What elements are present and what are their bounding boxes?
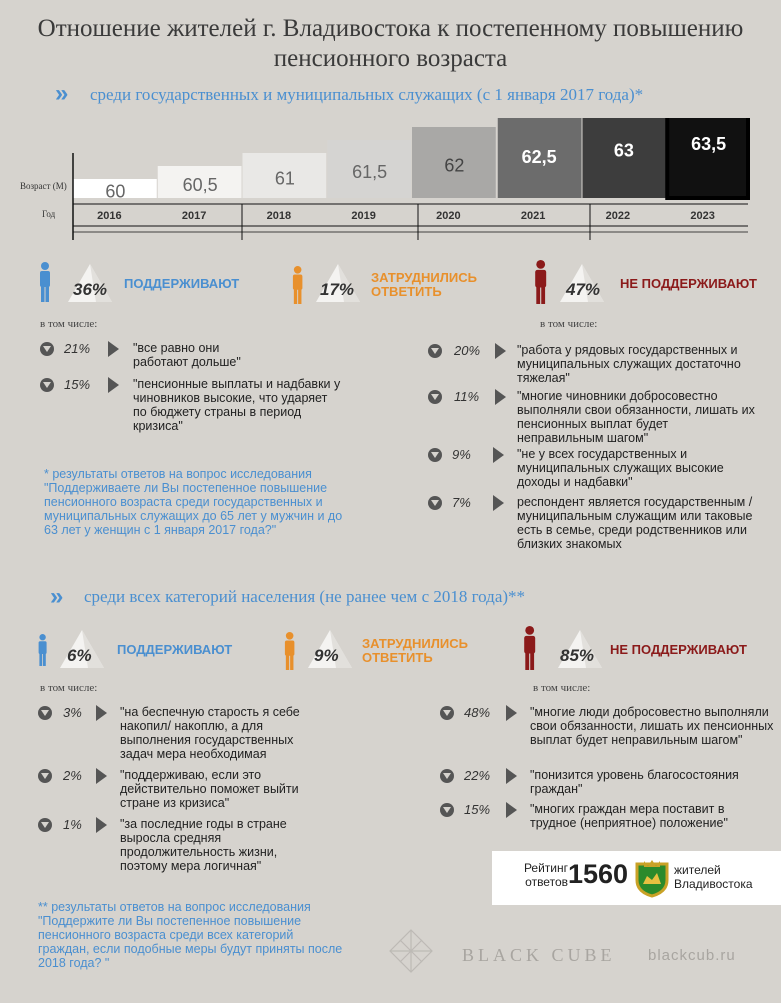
bar-value-label: 63 <box>613 140 634 161</box>
x-tick-label: 2021 <box>520 210 546 222</box>
stat-label: ЗАТРУДНИЛИСЬ ОТВЕТИТЬ <box>371 270 477 299</box>
reason-text: "поддерживаю, если это действительно поможет выйти стране из кризиса" <box>120 768 299 810</box>
person-icon <box>522 626 537 675</box>
down-circle-icon <box>40 378 54 392</box>
person-icon <box>283 632 296 675</box>
person-icon <box>533 260 548 309</box>
bar-value-label: 62 <box>444 155 465 176</box>
brand-url: blackcub.ru <box>648 947 736 964</box>
including-label: в том числе: <box>40 682 98 694</box>
stat-percent: 6% <box>67 646 92 665</box>
stat-label: ЗАТРУДНИЛИСЬ ОТВЕТИТЬ <box>362 636 468 665</box>
rating-label: ответов <box>525 875 568 889</box>
play-triangle-icon <box>495 343 506 359</box>
play-triangle-icon <box>108 341 119 357</box>
down-circle-icon <box>38 769 52 783</box>
reason-percent: 15% <box>64 377 91 392</box>
reason-text: "не у всех государственных и муниципальных служащих высокие доходы и надбавки" <box>517 447 724 489</box>
bar-value-label: 60,5 <box>182 175 218 195</box>
play-triangle-icon <box>506 768 517 784</box>
bar-value-label: 63,5 <box>691 134 727 154</box>
rating-label: Владивостока <box>674 877 753 891</box>
retirement-age-chart <box>0 118 781 248</box>
x-tick-label: 2022 <box>605 210 631 222</box>
play-triangle-icon <box>506 802 517 818</box>
down-circle-icon <box>428 390 442 404</box>
reason-percent: 11% <box>454 389 480 404</box>
cube-logo-icon <box>388 928 434 974</box>
reason-percent: 48% <box>464 705 491 720</box>
play-triangle-icon <box>96 768 107 784</box>
x-tick-label: 2018 <box>266 210 292 222</box>
reason-percent: 3% <box>63 705 82 720</box>
city-emblem-icon <box>632 858 672 898</box>
rating-box <box>492 851 781 905</box>
stat-percent: 85% <box>560 646 595 665</box>
stat-label: НЕ ПОДДЕРЖИВАЮТ <box>620 276 757 291</box>
stat-percent: 36% <box>73 280 108 299</box>
footnote-2: ** результаты ответов на вопрос исследования "Поддержите ли Вы постепенное повышение пенсионного возраста среди всех категорий граждан, если подобные меры будут приняты после 2018 года? " <box>38 900 343 970</box>
row-label: Возраст (М) <box>20 181 67 191</box>
stat-label: ПОДДЕРЖИВАЮТ <box>117 642 233 657</box>
brand-name: BLACK CUBE <box>462 945 616 965</box>
down-circle-icon <box>428 448 442 462</box>
play-triangle-icon <box>96 705 107 721</box>
reason-percent: 2% <box>63 768 82 783</box>
reason-percent: 22% <box>464 768 491 783</box>
stat-percent: 17% <box>320 280 355 299</box>
play-triangle-icon <box>96 817 107 833</box>
reason-text: "работа у рядовых государственных и муниципальных служащих достаточно тяжелая" <box>517 343 741 385</box>
bar-value-label: 61,5 <box>352 162 388 182</box>
reason-percent: 1% <box>63 817 82 832</box>
down-circle-icon <box>38 818 52 832</box>
including-label: в том числе: <box>40 318 98 330</box>
double-chevron-icon: » <box>50 583 64 610</box>
down-circle-icon <box>40 342 54 356</box>
down-circle-icon <box>440 706 454 720</box>
reason-text: "многие чиновники добросовестно выполняли свои обязанности, лишать их пенсионных выплат будет неправильным шагом" <box>517 389 755 445</box>
down-circle-icon <box>440 769 454 783</box>
rating-label: жителей <box>674 863 721 877</box>
x-tick-label: 2023 <box>690 210 715 222</box>
rating-number: 1560 <box>568 859 629 889</box>
play-triangle-icon <box>493 495 504 511</box>
reason-percent: 9% <box>452 447 471 462</box>
stat-label: НЕ ПОДДЕРЖИВАЮТ <box>610 642 747 657</box>
reason-text: респондент является государственным / муниципальным служащим или таковые есть в семье, среди родственников или близких знакомых <box>517 495 753 551</box>
section-1-title: среди государственных и муниципальных служащих (с 1 января 2017 года)* <box>90 85 644 104</box>
reason-text: "пенсионные выплаты и надбавки у чиновников высокие, что ударяет по бюджету страны в период кризиса" <box>133 377 341 433</box>
down-circle-icon <box>38 706 52 720</box>
reason-percent: 20% <box>454 343 481 358</box>
including-label: в том числе: <box>540 318 598 330</box>
person-icon <box>38 262 52 307</box>
row-label: Год <box>42 209 56 219</box>
play-triangle-icon <box>493 447 504 463</box>
stat-percent: 9% <box>314 646 339 665</box>
bar-value-label: 61 <box>274 168 295 189</box>
play-triangle-icon <box>506 705 517 721</box>
play-triangle-icon <box>495 389 506 405</box>
reason-percent: 21% <box>64 341 91 356</box>
reason-text: "на беспечную старость я себе накопил/ накоплю, а для выполнения государственных задач мера необходимая <box>120 705 300 761</box>
person-icon <box>37 634 48 671</box>
stat-percent: 47% <box>566 280 601 299</box>
down-circle-icon <box>440 803 454 817</box>
including-label: в том числе: <box>533 682 591 694</box>
reason-text: "понизится уровень благосостояния граждан" <box>530 768 739 796</box>
stat-label: ПОДДЕРЖИВАЮТ <box>124 276 240 291</box>
reason-percent: 7% <box>452 495 471 510</box>
reason-text: "за последние годы в стране выросла средняя продолжительность жизни, поэтому мера логичная" <box>120 817 287 873</box>
reason-text: "все равно они работают дольше" <box>133 341 241 369</box>
page-title: Отношение жителей г. Владивостока к постепенному повышению пенсионного возраста <box>37 15 744 72</box>
x-tick-label: 2016 <box>97 210 122 222</box>
x-tick-label: 2017 <box>181 210 207 222</box>
bar-value-label: 60 <box>105 181 126 202</box>
reason-percent: 15% <box>464 802 491 817</box>
bar <box>667 118 748 198</box>
section-2-title: среди всех категорий населения (не ранее чем с 2018 года)** <box>84 587 526 606</box>
double-chevron-icon: » <box>55 80 69 107</box>
person-icon <box>291 266 304 309</box>
reason-text: "многие люди добросовестно выполняли свои обязанности, лишать их пенсионных выплат будет неправильным шагом" <box>530 705 774 747</box>
x-tick-label: 2020 <box>436 210 461 222</box>
play-triangle-icon <box>108 377 119 393</box>
rating-label: Рейтинг <box>523 861 568 875</box>
down-circle-icon <box>428 496 442 510</box>
x-tick-label: 2019 <box>351 210 376 222</box>
footnote-1: * результаты ответов на вопрос исследования "Поддерживаете ли Вы постепенное повышение пенсионного возраста среди государственных и муниципальных служащих до 65 лет у мужчин и до 63 лет у женщин с 1 января 2017 года?" <box>44 467 343 537</box>
reason-text: "многих граждан мера поставит в трудное (неприятное) положение" <box>530 802 728 830</box>
down-circle-icon <box>428 344 442 358</box>
bar-value-label: 62,5 <box>521 147 557 167</box>
